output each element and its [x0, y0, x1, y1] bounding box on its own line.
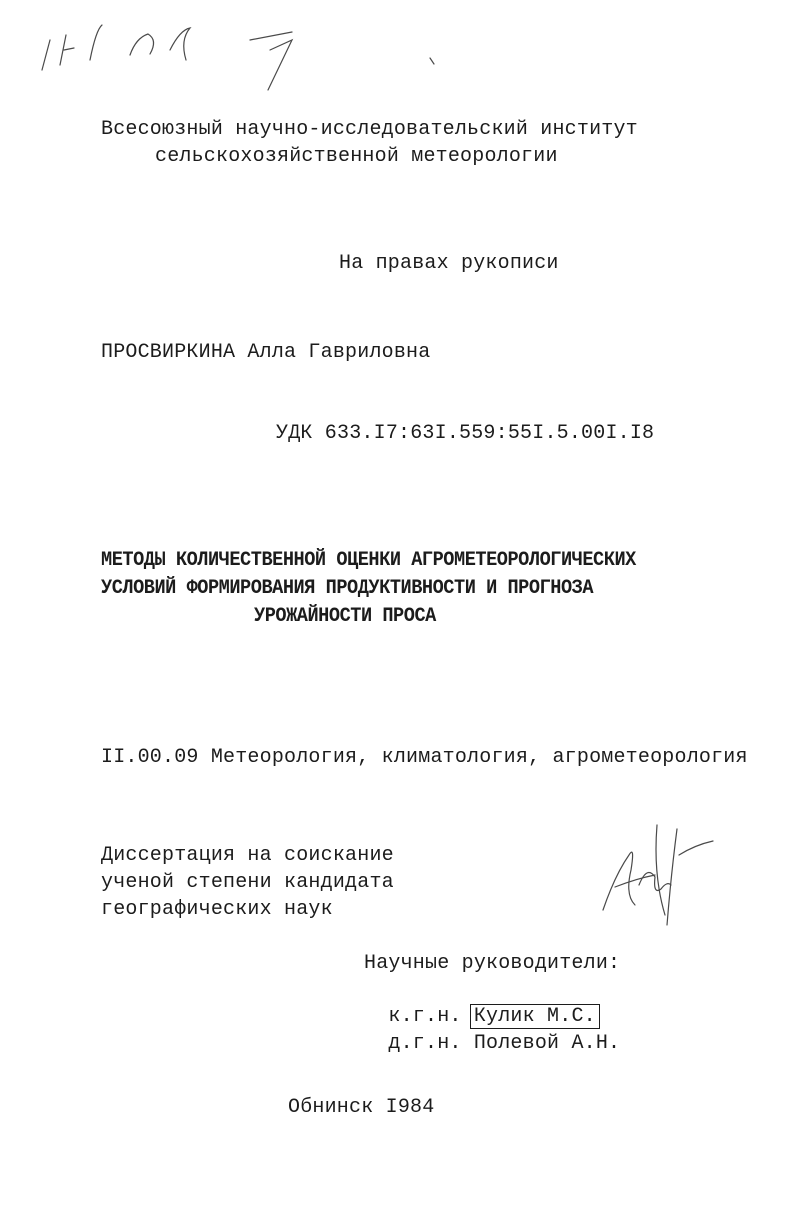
signature: [595, 815, 725, 935]
supervisors-heading: Научные руководители:: [364, 952, 621, 975]
supervisor-2-name: Полевой А.Н.: [473, 1032, 621, 1055]
degree-line-2: ученой степени кандидата: [101, 871, 394, 894]
supervisor-2: [364, 1005, 620, 1057]
supervisor-1-name: Кулик М.С.: [470, 1004, 600, 1029]
degree-line-1: Диссертация на соискание: [101, 844, 394, 867]
institute-line-1: Всесоюзный научно-исследовательский институт: [101, 118, 638, 141]
degree-line-3: географических наук: [101, 898, 333, 921]
title-line-1: МЕТОДЫ КОЛИЧЕСТВЕННОЙ ОЦЕНКИ АГРОМЕТЕОРОЛОГИЧЕСКИХ: [101, 549, 636, 572]
specialty-code: II.00.09 Метеорология, климатология, агрометеорология: [101, 746, 748, 769]
place-year: Обнинск I984: [288, 1096, 435, 1119]
supervisor-2-degree: д.г.н.: [388, 1032, 462, 1055]
udc-code: УДК 633.I7:63I.559:55I.5.00I.I8: [276, 422, 655, 445]
supervisor-1-degree: к.г.н.: [388, 1005, 462, 1028]
institute-line-2: сельскохозяйственной метеорологии: [155, 145, 558, 168]
author-name: ПРОСВИРКИНА Алла Гавриловна: [101, 341, 431, 364]
title-line-2: УСЛОВИЙ ФОРМИРОВАНИЯ ПРОДУКТИВНОСТИ И ПРОГНОЗА: [101, 577, 594, 600]
handwritten-marks-top: [30, 10, 490, 100]
manuscript-rights: На правах рукописи: [339, 252, 559, 275]
title-line-3: УРОЖАЙНОСТИ ПРОСА: [254, 605, 436, 628]
